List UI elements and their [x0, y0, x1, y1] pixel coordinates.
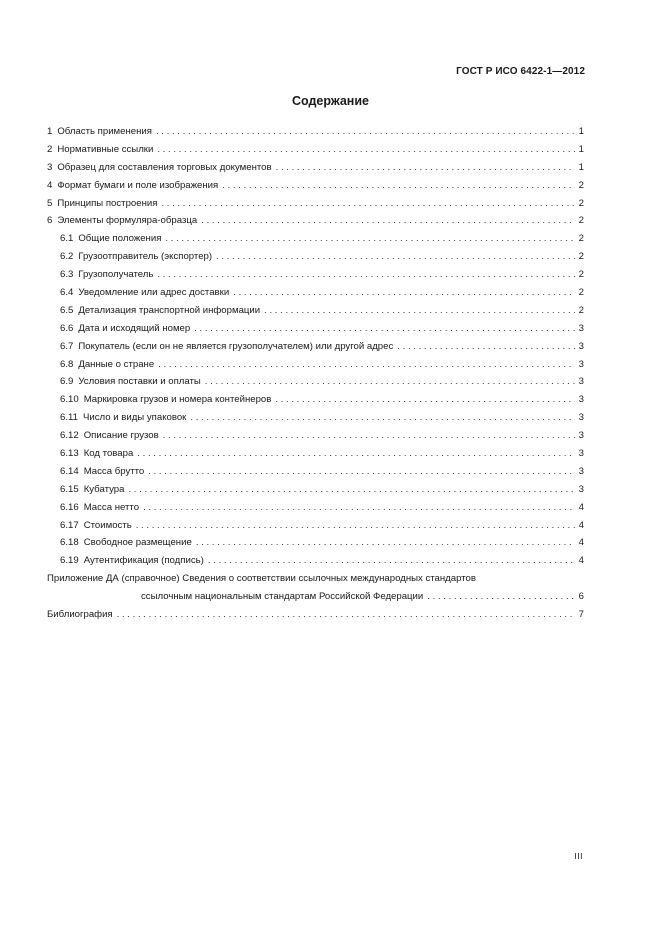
toc-entry-page: 2	[578, 304, 584, 316]
toc-title: Содержание	[291, 94, 369, 108]
toc-entry-page: 2	[578, 287, 584, 299]
toc-entry[interactable]	[47, 284, 584, 302]
toc-entry-number: 5	[47, 197, 53, 209]
dot-leader	[156, 123, 575, 141]
toc-entry-number: 6.9	[60, 376, 74, 388]
dot-leader	[196, 534, 575, 552]
toc-entry-label: Образец для составления торговых документов	[57, 161, 272, 173]
toc-entry-number: 1	[47, 126, 53, 137]
dot-leader	[276, 159, 575, 177]
dot-leader	[128, 481, 575, 499]
toc-entry-number: 6.19	[60, 555, 79, 567]
toc-entry-number: 6.14	[60, 465, 79, 477]
toc-entry-page: 4	[578, 519, 584, 531]
toc-entry[interactable]	[47, 373, 584, 391]
toc-entry-label: Аутентификация (подпись)	[83, 555, 204, 567]
toc-entry-label: Кубатура	[83, 483, 125, 495]
toc-entry[interactable]	[47, 409, 584, 427]
toc-entry-label: Формат бумаги и поле изображения	[57, 179, 219, 191]
toc-entry-page: 3	[578, 358, 584, 370]
toc-entry-page: 6	[578, 591, 584, 603]
toc-entry-label: Число и виды упаковок	[82, 412, 187, 424]
toc-entry-label: Уведомление или адрес доставки	[78, 287, 230, 299]
toc-entry-label: Условия поставки и оплаты	[78, 376, 201, 388]
toc-entry-label: Покупатель (если он не является грузополучателем) или другой адрес	[78, 340, 394, 352]
toc-entry-number: 6.10	[60, 394, 79, 406]
toc-entry-label: Маркировка грузов и номера контейнеров	[83, 394, 272, 406]
toc-entry-page: 4	[578, 555, 584, 567]
toc-entry[interactable]	[47, 338, 584, 356]
dot-leader	[148, 463, 575, 481]
toc-entry-page: 3	[578, 340, 584, 352]
toc-entry-page: 3	[578, 412, 584, 424]
toc-entry-label: Грузоотправитель (экспортер)	[78, 251, 213, 263]
dot-leader	[264, 302, 575, 320]
toc-entry-page: 3	[578, 430, 584, 442]
dot-leader	[208, 552, 575, 570]
toc-entry-number: 6.7	[60, 340, 74, 352]
toc-entry-page: 7	[578, 609, 584, 621]
toc-entry[interactable]	[47, 159, 584, 177]
dot-leader	[427, 588, 575, 606]
toc-entry-number: 6	[47, 215, 53, 227]
toc-entry[interactable]	[47, 445, 584, 463]
toc-entry[interactable]	[47, 248, 584, 266]
toc-entry-number: 6.5	[60, 304, 74, 316]
dot-leader	[194, 320, 575, 338]
dot-leader	[233, 284, 575, 302]
standard-code: ГОСТ Р ИСО 6422-1—2012	[456, 66, 585, 77]
toc-entry-label: Нормативные ссылки	[57, 143, 154, 155]
appendix-title-line2: ссылочным национальным стандартам Российской Федерации	[141, 591, 424, 603]
dot-leader	[137, 445, 575, 463]
dot-leader	[161, 195, 575, 213]
toc-entry-label: Дата и исходящий номер	[78, 322, 191, 334]
toc-entry-label: Принципы построения	[57, 197, 158, 209]
toc-entry-number: 2	[47, 143, 53, 155]
toc-entry[interactable]	[47, 230, 584, 248]
dot-leader	[143, 499, 575, 517]
toc-entry[interactable]	[47, 177, 584, 195]
toc-entry-label: Область применения	[57, 126, 152, 137]
toc-entry-number: 6.18	[60, 537, 79, 549]
toc-entry[interactable]	[47, 141, 584, 159]
toc-entry-page: 2	[578, 197, 584, 209]
toc-entry-page: 2	[578, 233, 584, 245]
toc-entry-label: Грузополучатель	[78, 269, 154, 281]
toc-entry-number: 3	[47, 161, 53, 173]
toc-entry[interactable]	[47, 320, 584, 338]
toc-entry-number: 6.12	[60, 430, 79, 442]
dot-leader	[216, 248, 575, 266]
toc-entry-page: 3	[578, 394, 584, 406]
toc-entry-label: Масса нетто	[83, 501, 140, 513]
toc-entry-number: 4	[47, 179, 53, 191]
toc-entry[interactable]	[47, 212, 584, 230]
toc-entry-number: 6.13	[60, 448, 79, 460]
toc-bibliography-entry[interactable]	[47, 606, 584, 624]
table-of-contents	[47, 123, 584, 624]
toc-entry-page: 3	[578, 322, 584, 334]
dot-leader	[157, 141, 575, 159]
dot-leader	[397, 338, 575, 356]
toc-entry[interactable]	[47, 123, 584, 141]
toc-entry-page: 4	[578, 537, 584, 549]
toc-entry-number: 6.17	[60, 519, 79, 531]
dot-leader	[275, 391, 575, 409]
toc-entry[interactable]	[47, 391, 584, 409]
toc-entry-page: 3	[578, 483, 584, 495]
toc-entry-page: 3	[578, 448, 584, 460]
page-number: III	[574, 851, 583, 861]
dot-leader	[117, 606, 575, 624]
toc-entry[interactable]	[47, 499, 584, 517]
toc-entry[interactable]	[47, 552, 584, 570]
toc-entry-page: 4	[578, 501, 584, 513]
dot-leader	[136, 517, 575, 535]
dot-leader	[157, 266, 575, 284]
toc-entry-number: 6.11	[60, 412, 78, 424]
toc-entry[interactable]	[47, 195, 584, 213]
toc-entry-number: 6.6	[60, 322, 74, 334]
toc-entry[interactable]	[47, 266, 584, 284]
toc-entry[interactable]	[47, 481, 584, 499]
toc-entry-page: 2	[578, 179, 584, 191]
toc-entry-label: Масса брутто	[83, 465, 145, 477]
toc-entry[interactable]	[47, 534, 584, 552]
toc-entry-label: Библиография	[47, 609, 113, 621]
toc-entry-number: 6.16	[60, 501, 79, 513]
dot-leader	[222, 177, 575, 195]
toc-entry[interactable]	[47, 356, 584, 374]
toc-entry-number: 6.2	[60, 251, 74, 263]
toc-entry-label: Данные о стране	[78, 358, 155, 370]
toc-entry-page: 2	[578, 215, 584, 227]
toc-entry-number: 6.3	[60, 269, 74, 281]
dot-leader	[190, 409, 575, 427]
toc-entry[interactable]	[47, 302, 584, 320]
dot-leader	[201, 212, 575, 230]
toc-entry-number: 6.15	[60, 483, 79, 495]
toc-entry-label: Детализация транспортной информации	[78, 304, 261, 316]
toc-entry[interactable]	[47, 463, 584, 481]
appendix-title-line1: Приложение ДА (справочное) Сведения о соответствии ссылочных международных стандартов	[47, 573, 476, 585]
toc-entry-label: Описание грузов	[83, 430, 159, 442]
dot-leader	[165, 230, 575, 248]
toc-entry-page: 1	[578, 126, 584, 137]
toc-entry[interactable]	[47, 427, 584, 445]
toc-entry-number: 6.8	[60, 358, 74, 370]
toc-entry-number: 6.1	[60, 233, 74, 245]
toc-entry-page: 2	[578, 251, 584, 263]
toc-entry-page: 3	[578, 465, 584, 477]
toc-entry-number: 6.4	[60, 287, 74, 299]
toc-entry-page: 2	[578, 269, 584, 281]
toc-entry-page: 1	[578, 161, 584, 173]
toc-entry-page: 3	[578, 376, 584, 388]
dot-leader	[205, 373, 575, 391]
dot-leader	[163, 427, 575, 445]
toc-entry-label: Стоимость	[83, 519, 132, 531]
toc-entry-label: Свободное размещение	[83, 537, 192, 549]
toc-appendix-entry[interactable]	[47, 570, 584, 606]
toc-entry-label: Код товара	[83, 448, 134, 460]
toc-entry-page: 1	[578, 143, 584, 155]
dot-leader	[158, 356, 575, 374]
toc-entry[interactable]	[47, 517, 584, 535]
toc-entry-label: Элементы формуляра-образца	[57, 215, 198, 227]
toc-entry-label: Общие положения	[78, 233, 162, 245]
